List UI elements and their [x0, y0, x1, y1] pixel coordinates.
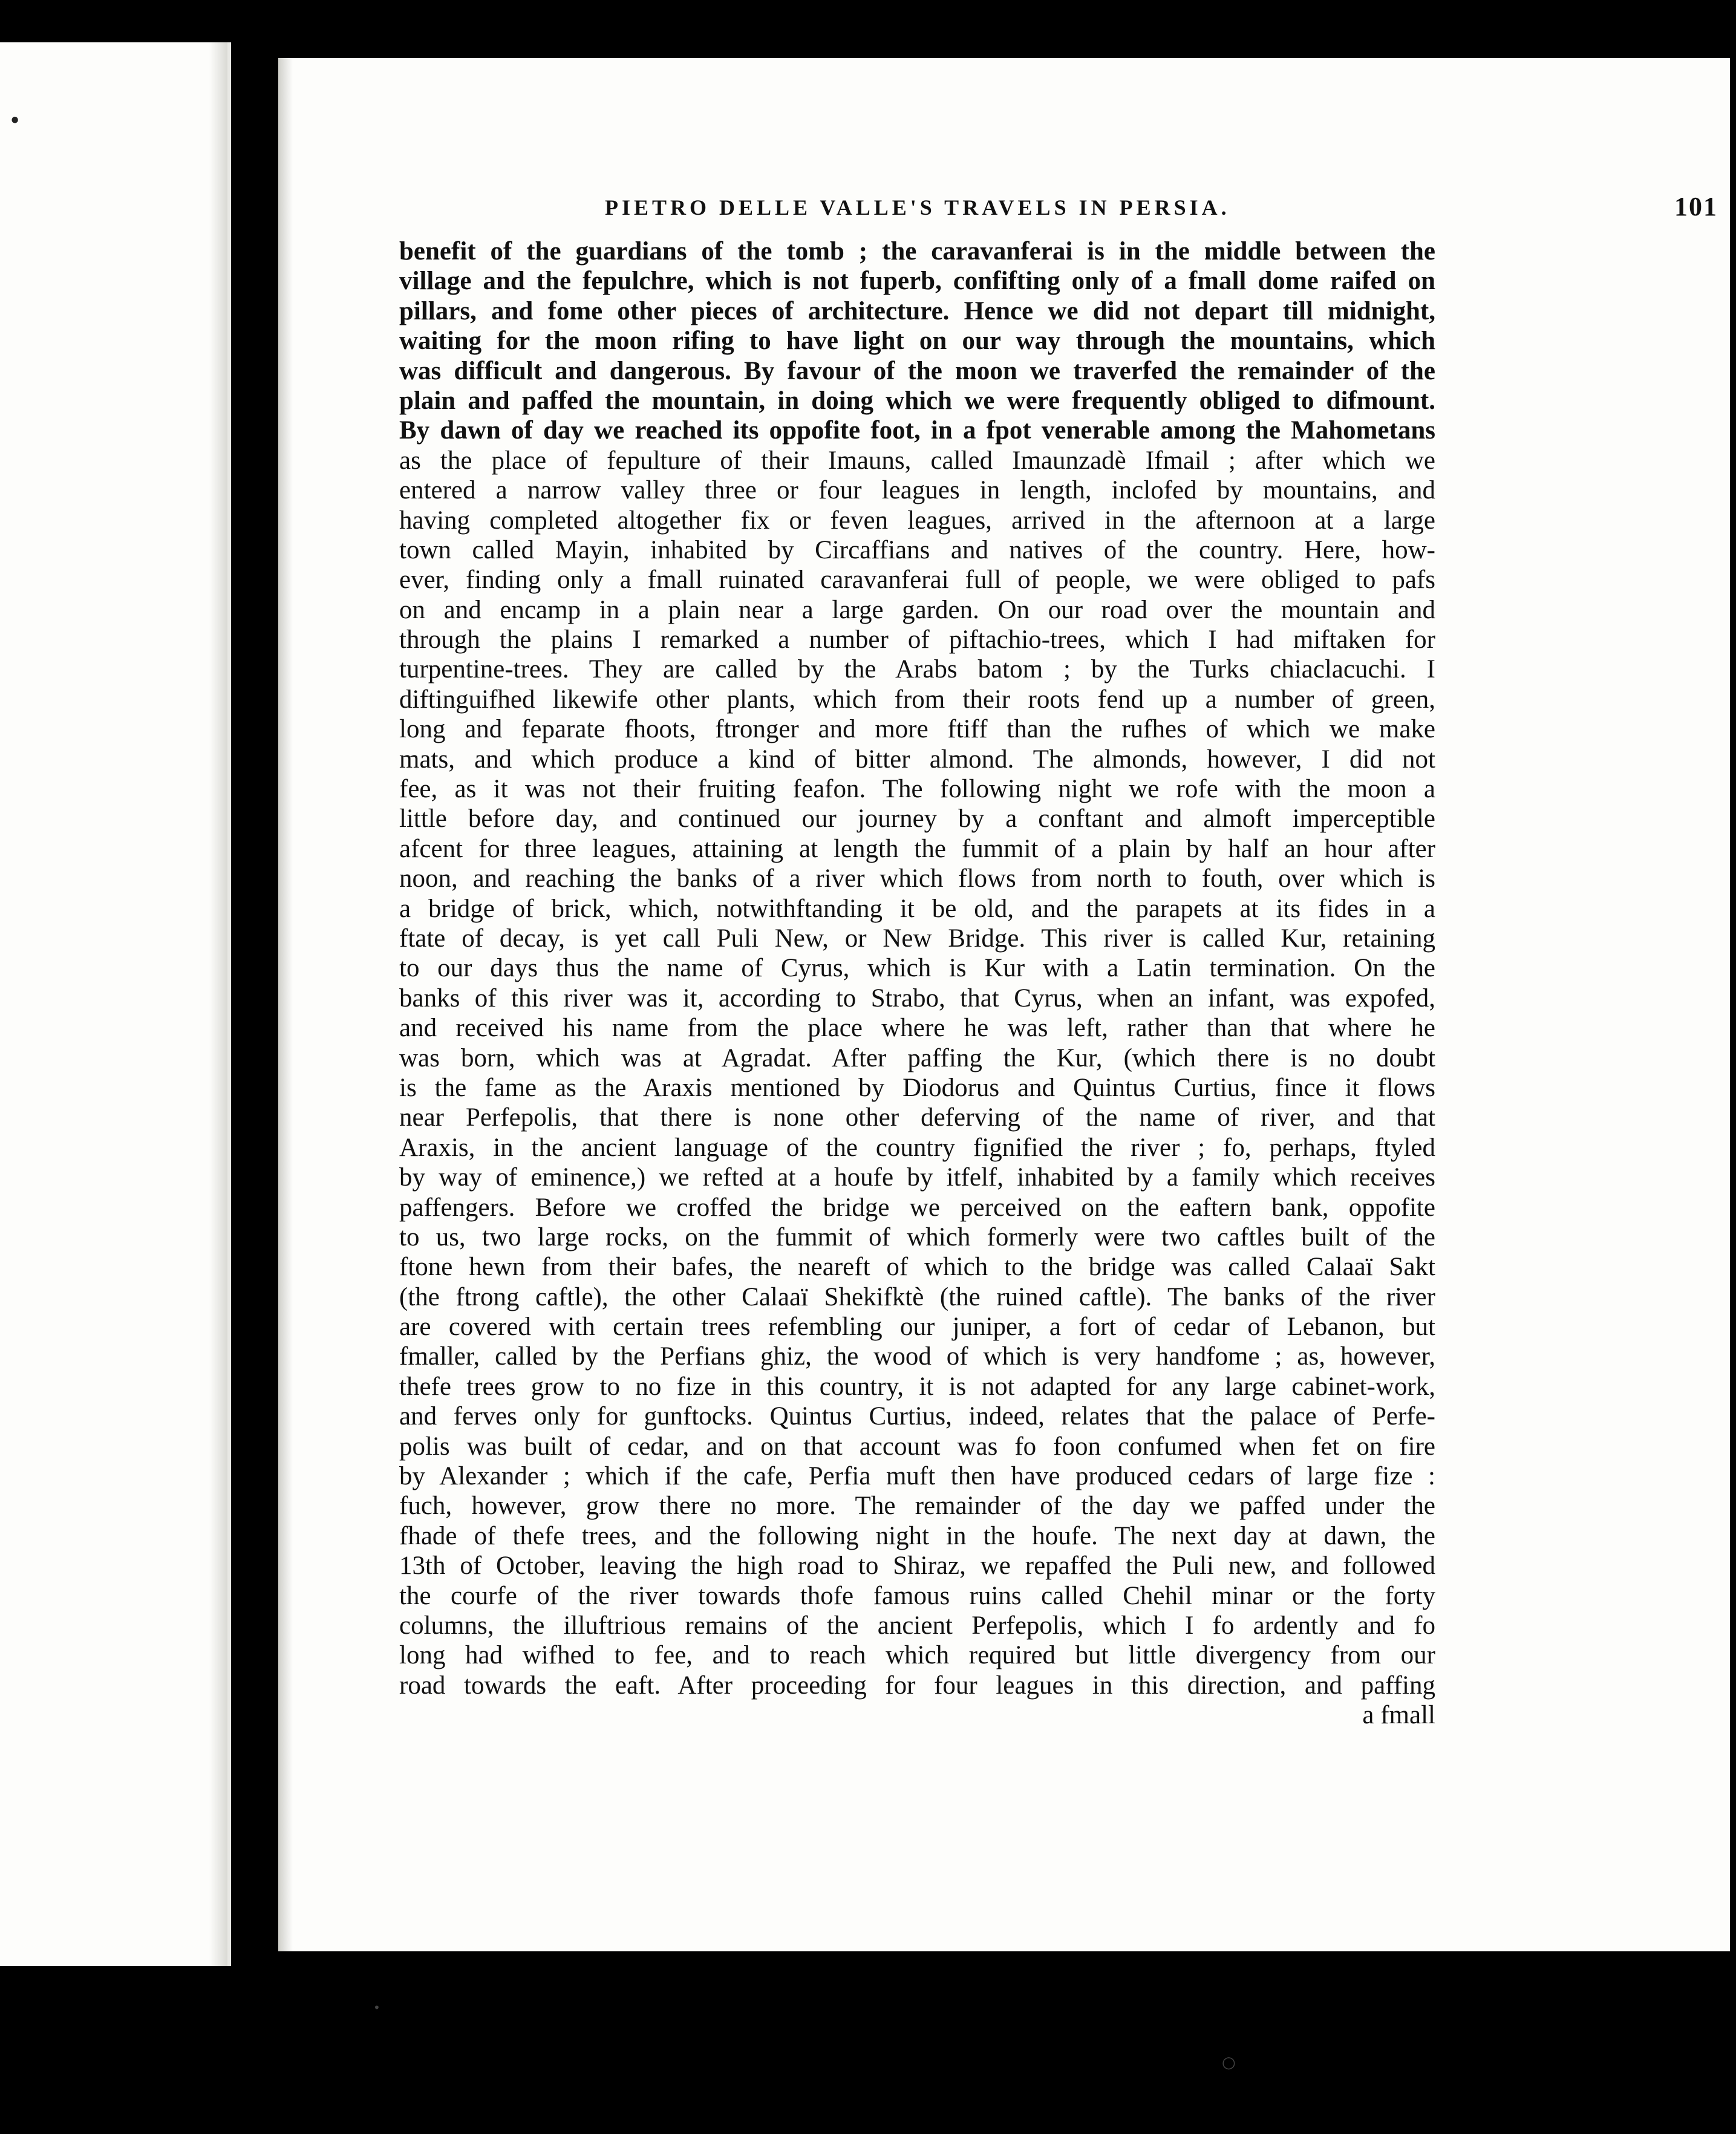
previous-page-line [0, 1602, 109, 1632]
previous-page-line [0, 1115, 109, 1145]
previous-page-line [0, 1450, 109, 1481]
body-line: waiting for the moon rifing to have light on our way through the mountains, which [399, 327, 1435, 356]
previous-page-line [0, 1236, 109, 1266]
previous-page-line [0, 419, 109, 449]
previous-page-line [0, 570, 109, 601]
previous-page-line [0, 722, 109, 752]
body-line: by Alexander ; which if the cafe, Perfia muft then have produced cedars of large fize : [399, 1462, 1435, 1491]
body-line: near Perfepolis, that there is none other deferving of the name of river, and that [399, 1103, 1435, 1132]
body-line: town called Mayin, inhabited by Circaffians and natives of the country. Here, how- [399, 535, 1435, 564]
previous-page-line [0, 1145, 109, 1175]
previous-page-line [0, 356, 109, 389]
previous-page-line [0, 265, 109, 295]
body-line: polis was built of cedar, and on that account was fo foon confumed when fet on fire [399, 1432, 1435, 1461]
body-line: fee, as it was not their fruiting feafon. The following night we rofe with the moon a [399, 775, 1435, 804]
previous-page-line [0, 1571, 109, 1602]
body-line: as the place of fepulture of their Imauns, called Imaunzadè Ifmail ; after which we [399, 446, 1435, 475]
body-line: on and encamp in a plain near a large garden. On our road over the mountain and [399, 595, 1435, 624]
body-line: paffengers. Before we croffed the bridge we perceived on the eaftern bank, oppofite [399, 1193, 1435, 1222]
gutter-shadow [209, 42, 227, 1966]
body-line: fmaller, called by the Perfians ghiz, the wood of which is very handfome ; as, however, [399, 1342, 1435, 1371]
body-line: noon, and reaching the banks of a river which flows from north to fouth, over which is [399, 864, 1435, 893]
page-edge-shadow [278, 58, 293, 1951]
previous-page-line [0, 540, 109, 570]
body-line: long and feparate fhoots, ftronger and more ftiff than the rufhes of which we make [399, 715, 1435, 744]
body-line: mats, and which produce a kind of bitter almond. The almonds, however, I did not [399, 745, 1435, 774]
previous-page-line [0, 782, 109, 812]
previous-page-line [0, 1175, 109, 1206]
previous-page-line [0, 1206, 109, 1236]
previous-page-line [0, 812, 109, 843]
previous-page-line [0, 1511, 109, 1541]
body-line: columns, the illuftrious remains of the ancient Perfepolis, which I fo ardently and fo [399, 1611, 1435, 1640]
body-line: diftinguifhed likewife other plants, which from their roots fend up a number of green, [399, 685, 1435, 714]
body-line: By dawn of day we reached its oppofite foot, in a fpot venerable among the Mahometans [399, 416, 1435, 445]
previous-page-line [0, 295, 109, 325]
previous-page-line [0, 1054, 109, 1085]
body-line: thefe trees grow to no fize in this country, it is not adapted for any large cabinet-work, [399, 1372, 1435, 1401]
body-line: are covered with certain trees refembling our juniper, a fort of cedar of Lebanon, but [399, 1313, 1435, 1342]
body-line: ftone hewn from their bafes, the neareft of which to the bridge was called Calaaï Sakt [399, 1253, 1435, 1282]
previous-page-line [0, 1085, 109, 1115]
body-line: a bridge of brick, which, notwithftanding it be old, and the parapets at its fides in a [399, 894, 1435, 923]
scan-speck: • [373, 2000, 380, 2015]
scan-speck: ○ [1222, 2054, 1236, 2072]
body-line: the courfe of the river towards thofe famous ruins called Chehil minar or the forty [399, 1581, 1435, 1610]
body-line: long had wifhed to fee, and to reach which required but little divergency from our [399, 1641, 1435, 1670]
page-mark: • [8, 109, 22, 134]
previous-page-line [0, 1326, 109, 1357]
body-line: (the ftrong caftle), the other Calaaï Shekifktè (the ruined caftle). The banks of the river [399, 1282, 1435, 1311]
previous-page-line [0, 1417, 109, 1450]
body-line: entered a narrow valley three or four leagues in length, inclofed by mountains, and [399, 476, 1435, 505]
body-line: through the plains I remarked a number of piftachio-trees, which I had miftaken for [399, 625, 1435, 654]
body-line: banks of this river was it, according to Strabo, that Cyrus, when an infant, was expofed, [399, 984, 1435, 1013]
previous-page-line [0, 631, 109, 661]
previous-page-line [0, 752, 109, 782]
previous-page-line [0, 964, 109, 994]
catchword: a fmall [1362, 1701, 1435, 1730]
body-line: is the fame as the Araxis mentioned by Diodorus and Quintus Curtius, fince it flows [399, 1073, 1435, 1102]
previous-page-line [0, 1692, 109, 1723]
previous-page-line [0, 480, 109, 510]
previous-page-fragment [0, 42, 231, 1966]
page-number: 101 [1674, 192, 1718, 221]
body-line: turpentine-trees. They are called by the Arabs batom ; by the Turks chiaclacuchi. I [399, 655, 1435, 684]
previous-page-line [0, 510, 109, 540]
body-line: ever, finding only a fmall ruinated caravanferai full of people, we were obliged to pafs [399, 566, 1435, 595]
previous-page-line [0, 691, 109, 722]
body-line: fhade of thefe trees, and the following night in the houfe. The next day at dawn, the [399, 1521, 1435, 1550]
body-line: village and the fepulchre, which is not fuperb, confifting only of a fmall dome raifed on [399, 267, 1435, 296]
body-line: by way of eminence,) we refted at a houfe by itfelf, inhabited by a family which receives [399, 1163, 1435, 1192]
previous-page-line [0, 933, 109, 964]
previous-page-line [0, 1357, 109, 1387]
body-line: road towards the eaft. After proceeding for four leagues in this direction, and paffing [399, 1671, 1435, 1700]
body-line: pillars, and fome other pieces of architecture. Hence we did not depart till midnight, [399, 296, 1435, 325]
previous-page-line [0, 601, 109, 631]
body-line: plain and paffed the mountain, in doing which we were frequently obliged to difmount. [399, 386, 1435, 415]
body-line: afcent for three leagues, attaining at length the fummit of a plain by half an hour after [399, 834, 1435, 863]
body-line: 13th of October, leaving the high road to Shiraz, we repaffed the Puli new, and followed [399, 1552, 1435, 1581]
body-line: and ferves only for gunftocks. Quintus Curtius, indeed, relates that the palace of Perfe- [399, 1402, 1435, 1431]
previous-page-line [0, 873, 109, 903]
body-line: to our days thus the name of Cyrus, which is Kur with a Latin termination. On the [399, 954, 1435, 983]
book-page [278, 58, 1730, 1951]
previous-page-line [0, 235, 109, 265]
previous-page-line [0, 1024, 109, 1054]
body-line: was born, which was at Agradat. After paffing the Kur, (which there is no doubt [399, 1043, 1435, 1072]
previous-page-line [0, 1632, 109, 1662]
body-line: having completed altogether fix or feven leagues, arrived in the afternoon at a large [399, 506, 1435, 535]
previous-page-line [0, 661, 109, 691]
body-line: to us, two large rocks, on the fummit of which formerly were two caftles built of the [399, 1222, 1435, 1251]
running-title: PIETRO DELLE VALLE'S TRAVELS IN PERSIA. [605, 195, 1230, 220]
body-line: little before day, and continued our journey by a conftant and almoft imperceptible [399, 804, 1435, 834]
previous-page-line [0, 1266, 109, 1296]
body-line: was difficult and dangerous. By favour of the moon we traverfed the remainder of the [399, 356, 1435, 385]
previous-page-line [0, 903, 109, 933]
body-line: ftate of decay, is yet call Puli New, or New Bridge. This river is called Kur, retaining [399, 924, 1435, 953]
previous-page-line [0, 994, 109, 1024]
previous-page-line [0, 1662, 109, 1692]
previous-page-line [0, 843, 109, 873]
previous-page-line [0, 389, 109, 419]
body-line: benefit of the guardians of the tomb ; the caravanferai is in the middle between the [399, 237, 1435, 266]
previous-page-text [0, 235, 109, 1723]
body-line: and received his name from the place where he was left, rather than that where he [399, 1014, 1435, 1043]
body-line: Araxis, in the ancient language of the country fignified the river ; fo, perhaps, ftyled [399, 1133, 1435, 1162]
previous-page-line [0, 1387, 109, 1417]
previous-page-line [0, 325, 109, 356]
previous-page-line [0, 1541, 109, 1571]
body-text [399, 237, 1435, 1731]
previous-page-line [0, 449, 109, 480]
previous-page-line [0, 1296, 109, 1326]
running-head [605, 192, 1718, 231]
previous-page-line [0, 1481, 109, 1511]
body-line: fuch, however, grow there no more. The remainder of the day we paffed under the [399, 1492, 1435, 1521]
